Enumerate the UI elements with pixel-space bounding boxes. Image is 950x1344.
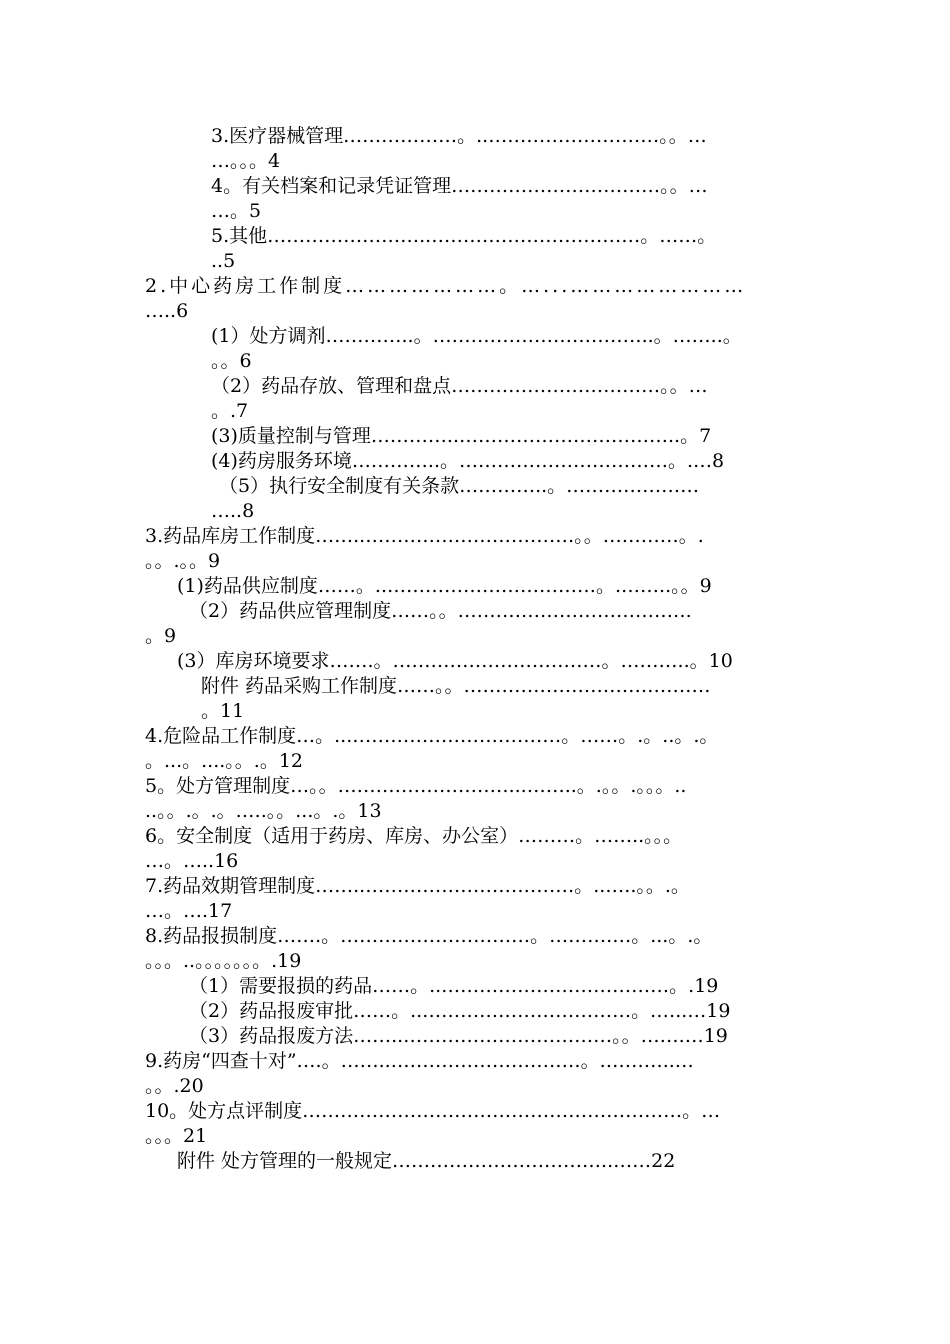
toc-entry-archives-cont: …。5 — [211, 200, 262, 222]
toc-entry-scrap-approval: （2）药品报废审批……。..……………………………。.…..…19 — [189, 1000, 731, 1022]
toc-entry-drugs-to-report: （1）需要报损的药品……。..………………………………。.19 — [189, 975, 719, 997]
toc-entry-safety-clauses-cont: …..8 — [211, 500, 255, 522]
toc-entry-central-pharmacy-cont: …..6 — [145, 300, 189, 322]
toc-entry-supply-management: （2）药品供应管理制度……。。………………………………. — [189, 600, 692, 622]
toc-entry-medical-devices-cont: …。。。4 — [211, 150, 281, 172]
toc-entry-quality-control: (3)质量控制与管理…………..……………………………..。7 — [211, 425, 712, 447]
toc-entry-prescription-management-cont: ..。。.。.。.….。。...。.。13 — [145, 800, 382, 822]
toc-entry-general-rules-appendix: 附件 处方管理的一般规定……………………………..……22 — [177, 1150, 676, 1172]
toc-entry-prescription-management: 5。处方管理制度…。。………………………...……..。.。。.。。。.. — [145, 775, 687, 797]
toc-entry-safety-clauses: （5）执行安全制度有关条款…………..。………………… — [219, 475, 700, 497]
toc-entry-expiry-management: 7.药品效期管理制度……..……………………………。..…..。。.。 — [145, 875, 690, 897]
toc-entry-other-cont: ..5 — [211, 250, 236, 272]
toc-entry-safety-system: 6。安全制度（适用于药房、库房、办公室）………。……..。。。 — [145, 825, 683, 847]
toc-entry-warehouse: 3.药品库房工作制度……..……………………………。。…………。. — [145, 525, 704, 547]
toc-entry-central-pharmacy: 2.中心药房工作制度…………………。…...…………………… — [145, 275, 747, 297]
toc-entry-archives: 4。有关档案和记录凭证管理……………………………。。… — [211, 175, 708, 197]
toc-entry-prescription-review-cont: 。。。21 — [145, 1125, 208, 1147]
toc-entry-drug-supply: (1)药品供应制度……。..……………………………。.……..。。9 — [177, 575, 712, 597]
toc-entry-supply-management-cont: 。9 — [145, 625, 177, 647]
toc-entry-hazardous: 4.危险品工作制度…。...……………………………。……。.。..。.。 — [145, 725, 719, 747]
toc-entry-medical-devices: 3.医疗器械管理………………。..………………………。。… — [211, 125, 707, 147]
toc-entry-procurement-appendix: 附件 药品采购工作制度……。。………………………………… — [201, 675, 711, 697]
toc-entry-prescription-dispensing-cont: 。。6 — [211, 350, 252, 372]
toc-entry-expiry-management-cont: …。….17 — [145, 900, 233, 922]
toc-entry-service-environment: (4)药房服务环境…………..。……………………………。.…8 — [211, 450, 725, 472]
toc-entry-hazardous-cont: 。...。....。。.。12 — [145, 750, 303, 772]
toc-entry-drug-storage: （2）药品存放、管理和盘点……………………………。。… — [211, 375, 708, 397]
toc-entry-warehouse-cont: 。。.。。9 — [145, 550, 221, 572]
toc-entry-drug-storage-cont: 。.7 — [211, 400, 249, 422]
toc-entry-safety-system-cont: …。…..16 — [145, 850, 239, 872]
toc-entry-scrap-method: （3）药品报废方法……..……………………………。。…….…19 — [189, 1025, 728, 1047]
toc-entry-other: 5.其他……………………..……………………………。……。 — [211, 225, 717, 247]
toc-entry-procurement-appendix-cont: 。11 — [201, 700, 245, 722]
toc-entry-warehouse-environment: (3）库房环境要求…….。……………………………。………..。10 — [177, 650, 733, 672]
toc-entry-prescription-dispensing: (1）处方调剂…………..。……………………………..。……..。 — [211, 325, 742, 347]
toc-entry-four-checks: 9.药房“四查十对”….。……..…………………………。.………..… — [145, 1050, 694, 1072]
toc-entry-four-checks-cont: 。。.20 — [145, 1075, 204, 1097]
toc-entry-damage-reporting-cont: 。。。..。。。。。。。.19 — [145, 950, 302, 972]
toc-entry-prescription-review: 10。处方点评制度……………………………………………………。… — [145, 1100, 721, 1122]
toc-entry-damage-reporting: 8.药品报损制度…….。…………………………。……….…。...。.。 — [145, 925, 713, 947]
